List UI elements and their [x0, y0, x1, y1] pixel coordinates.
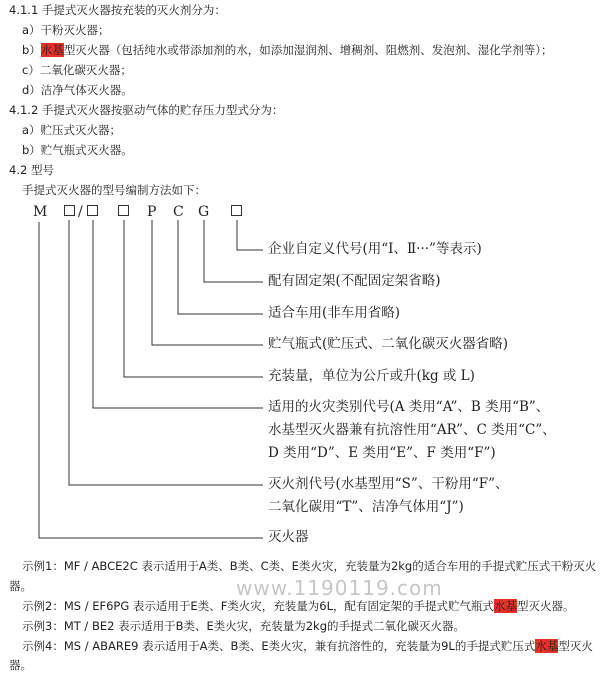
example-3: 示例3：MT / BE2 表示适用于B类、E类火灾，充装量为2kg的手提式二氧化碳灭火器。 — [22, 619, 466, 633]
section-4-2-intro: 手提式灭火器的型号编制方法如下： — [22, 183, 206, 197]
list-item-dry-powder: a）干粉灭火器； — [22, 23, 110, 37]
example-4-text: 示例4：MS / ABARE9 表示适用于A类、B类、E类火灾，兼有抗溶性的，充装量为9L的手提式贮压式 — [22, 639, 536, 653]
example-1-line2: 器。 — [9, 579, 32, 593]
code-letter-p: P — [147, 204, 157, 220]
example-2-text: 示例2：MS / EF6PG 表示适用于E类、F类火灾，充装量为6L，配有固定架的手提式贮气瓶式 — [22, 599, 495, 613]
code-slash: / — [78, 204, 83, 220]
highlight-keyword: 水基 — [535, 639, 559, 653]
desc-cartridge-type: 贮气瓶式(贮压式、二氧化碳灭火器省略) — [268, 336, 509, 352]
section-4-1-1-heading: 4.1.1 手提式灭火器按充装的灭火剂分为： — [9, 3, 226, 17]
list-item-clean-gas: d）洁净气体灭火器。 — [22, 83, 133, 97]
code-box-capacity — [118, 205, 129, 216]
example-2-suffix: 型灭火器。 — [517, 599, 575, 613]
example-4-line2: 器。 — [9, 658, 32, 672]
code-box-fire-class — [87, 205, 98, 216]
watermark: www.1190119.com — [236, 576, 443, 600]
section-4-1-2-heading: 4.1.2 手提式灭火器按驱动气体的贮存压力型式分为： — [9, 103, 284, 117]
list-item-co2: c）二氧化碳灭火器； — [22, 63, 132, 77]
desc-fixed-bracket: 配有固定架(不配固定架省略) — [268, 273, 441, 289]
code-box-agent — [64, 205, 75, 216]
section-4-2-heading: 4.2 型号 — [9, 163, 54, 177]
list-item-prefix: b） — [22, 43, 41, 57]
highlight-keyword: 水基 — [40, 43, 64, 57]
list-item-cartridge: b）贮气瓶式灭火器。 — [22, 143, 133, 157]
code-letter-g: G — [198, 204, 210, 220]
list-item-stored-pressure: a）贮压式灭火器； — [22, 123, 122, 137]
code-box-custom — [231, 205, 242, 216]
example-2 — [22, 599, 575, 613]
example-1-line1: 示例1：MF / ABCE2C 表示适用于A类、B类、C类、E类火灾，充装量为2kg的适合车用的手提式贮压式干粉灭火 — [22, 559, 597, 573]
desc-extinguisher: 灭火器 — [268, 529, 309, 545]
desc-custom-code: 企业自定义代号(用“Ⅰ、Ⅱ···”等表示) — [268, 241, 482, 257]
desc-agent-line2: 二氧化碳用“T”、洁净气体用“J”) — [268, 499, 464, 515]
desc-vehicle-use: 适合车用(非车用省略) — [268, 305, 401, 321]
example-4-line1 — [22, 639, 593, 653]
desc-fire-class-line1: 适用的火灾类别代号(A 类用“A”、B 类用“B”、 — [268, 399, 550, 415]
list-item-text: 型灭火器（包括纯水或带添加剂的水，如添加湿润剂、增稠剂、阻燃剂、发泡剂、湿化学剂等）； — [63, 43, 553, 57]
desc-fire-class-line3: D 类用“D”、E 类用“E”、F 类用“F”) — [268, 445, 496, 461]
example-4-suffix: 型灭火 — [558, 639, 593, 653]
desc-capacity: 充装量，单位为公斤或升(kg 或 L) — [268, 368, 475, 384]
code-letter-c: C — [173, 204, 184, 220]
code-letter-m: M — [33, 204, 48, 220]
desc-fire-class-line2: 水基型灭火器兼有抗溶性用“AR”、C 类用“C”、 — [268, 422, 556, 438]
highlight-keyword: 水基 — [494, 599, 518, 613]
desc-agent-line1: 灭火剂代号(水基型用“S”、干粉用“F”、 — [268, 476, 509, 492]
